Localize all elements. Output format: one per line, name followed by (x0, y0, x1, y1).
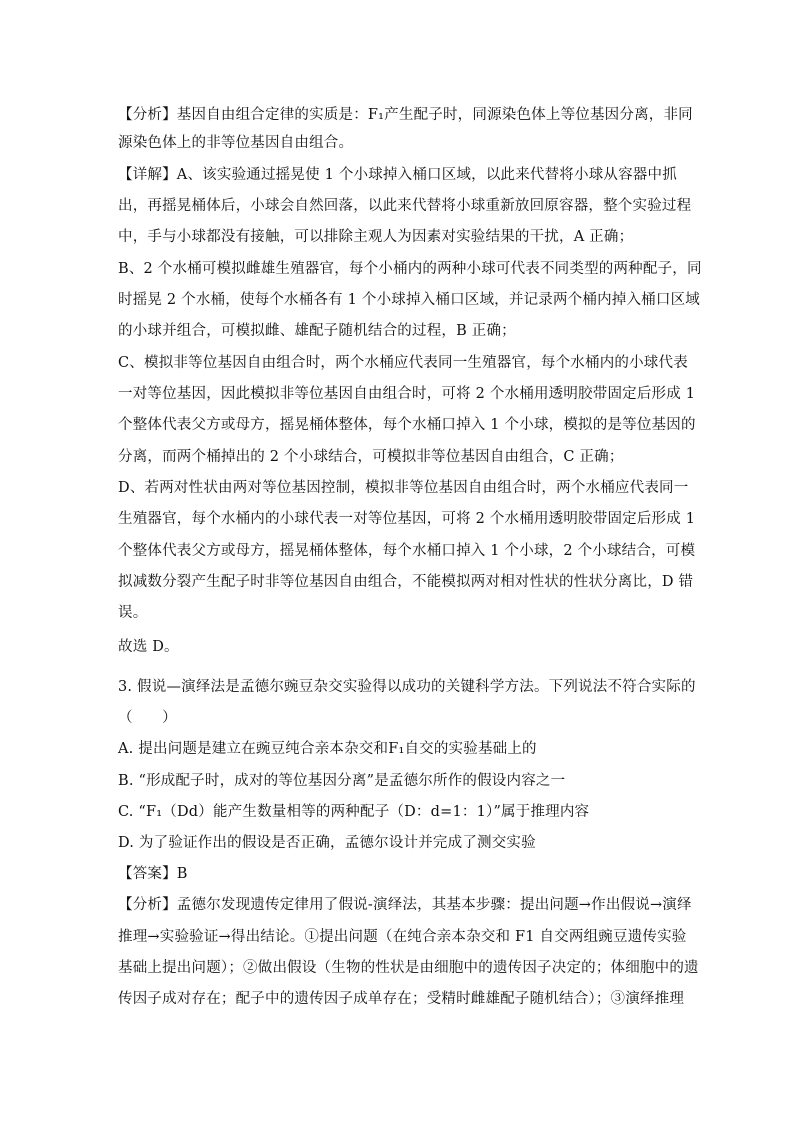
option-d: D. 为了验证作出的假设是否正确，孟德尔设计并完成了测交实验 (118, 835, 536, 851)
detail-line-11: D、若两对性状由两对等位基因控制，模拟非等位基因自由组合时，两个水桶应代表同一 (118, 480, 689, 496)
q3-analysis-line-1: 【分析】孟德尔发现遗传定律用了假说-演绎法，其基本步骤：提出问题→作出假说→演绎 (118, 897, 692, 913)
detail-line-1: 【详解】A、该实验通过摇晃使 1 个小球掉入桶口区域，以此来代替将小球从容器中抓 (118, 167, 677, 183)
detail-line-12: 生殖器官，每个水桶内的小球代表一对等位基因，可将 2 个水桶用透明胶带固定后形成 1 (118, 511, 696, 527)
detail-line-9: 个整体代表父方或母方，摇晃桶体整体，每个水桶口掉入 1 个小球，模拟的是等位基因的 (118, 417, 696, 433)
detail-line-10: 分离，而两个桶掉出的 2 个小球结合，可模拟非等位基因自由组合，C 正确； (118, 449, 624, 465)
q3-analysis-line-4: 传因子成对存在；配子中的遗传因子成单存在；受精时雌雄配子随机结合）；③演绎推理 (118, 991, 685, 1007)
analysis-line-2: 源染色体上的非等位基因自由组合。 (118, 135, 354, 151)
detail-line-15: 误。 (118, 605, 148, 621)
detail-line-14: 拟减数分裂产生配子时非等位基因自由组合，不能模拟两对相对性状的性状分离比，D 错 (118, 574, 694, 590)
option-a: A. 提出问题是建立在豌豆纯合亲本杂交和F₁自交的实验基础上的 (118, 741, 537, 757)
option-c: C. “F₁（Dd）能产生数量相等的两种配子（D：d=1：1）”属于推理内容 (118, 804, 590, 820)
option-b: B. “形成配子时，成对的等位基因分离”是孟德尔所作的假设内容之一 (118, 773, 566, 789)
question-stem-line-1: 3. 假说—演绎法是孟德尔豌豆杂交实验得以成功的关键科学方法。下列说法不符合实际的 (118, 679, 696, 695)
analysis-line-1: 【分析】基因自由组合定律的实质是：F₁产生配子时，同源染色体上等位基因分离，非同 (118, 107, 693, 123)
detail-line-4: B、2 个水桶可模拟雌雄生殖器官，每个小桶内的两种小球可代表不同类型的两种配子，同 (118, 261, 702, 277)
detail-line-2: 出，再摇晃桶体后，小球会自然回落，以此来代替将小球重新放回原容器，整个实验过程 (118, 198, 692, 214)
detail-line-5: 时摇晃 2 个水桶，使每个水桶各有 1 个小球掉入桶口区域，并记录两个桶内掉入桶口区域 (118, 292, 700, 308)
detail-line-3: 中，手与小球都没有接触，可以排除主观人为因素对实验结果的干扰，A 正确； (118, 229, 634, 245)
q3-analysis-line-2: 推理→实验验证→得出结论。①提出问题（在纯合亲本杂交和 F1 自交两组豌豆遗传实验 (118, 929, 687, 945)
detail-line-8: 一对等位基因，因此模拟非等位基因自由组合时，可将 2 个水桶用透明胶带固定后形成 1 (118, 386, 696, 402)
detail-line-7: C、模拟非等位基因自由组合时，两个水桶应代表同一生殖器官，每个水桶内的小球代表 (118, 355, 688, 371)
question-stem-line-2: （ ） (118, 710, 177, 726)
detail-line-6: 的小球并组合，可模拟雌、雄配子随机结合的过程，B 正确； (118, 323, 516, 339)
conclusion-line: 故选 D。 (118, 639, 179, 655)
answer-line: 【答案】B (118, 866, 188, 882)
q3-analysis-line-3: 基础上提出问题）；②做出假设（生物的性状是由细胞中的遗传因子决定的；体细胞中的遗 (118, 960, 699, 976)
detail-line-13: 个整体代表父方或母方，摇晃桶体整体，每个水桶口掉入 1 个小球，2 个小球结合，可模 (118, 543, 696, 559)
